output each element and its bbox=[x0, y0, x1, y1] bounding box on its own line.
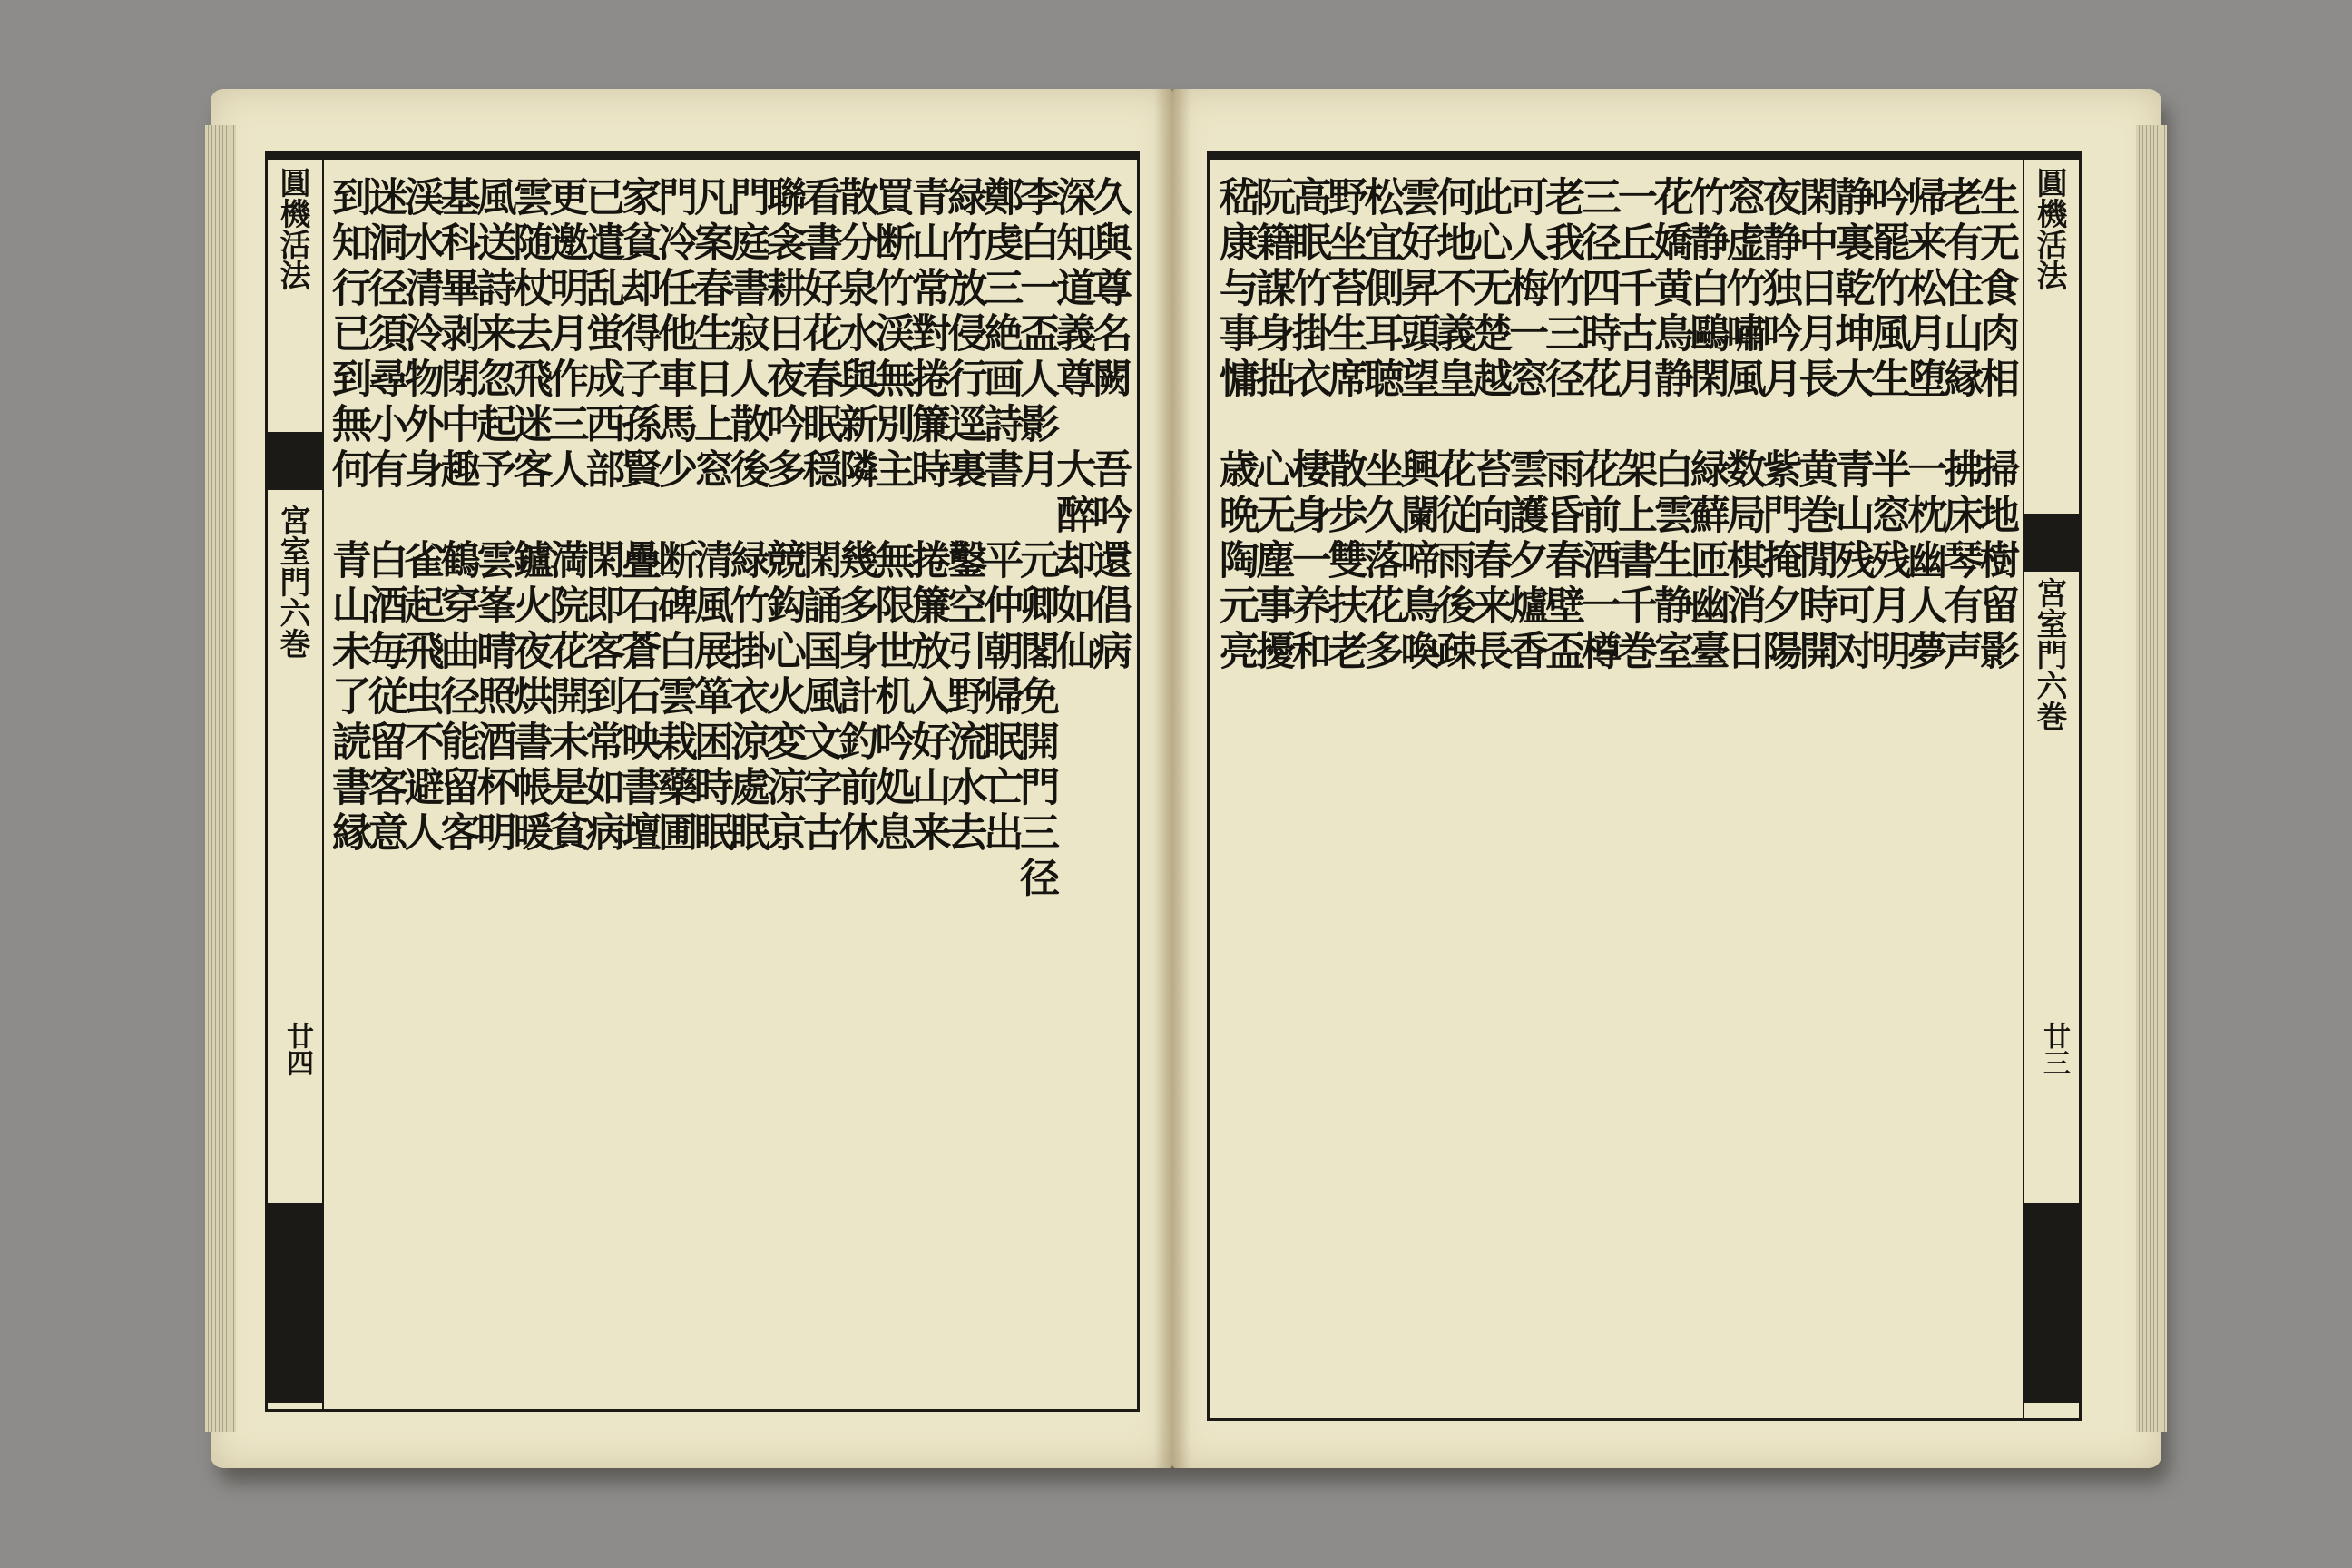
column-text: 阮籍謀身拙 心无塵事擾 bbox=[1248, 176, 1295, 675]
column-text: 吟罷竹風生 半窓残月明 bbox=[1864, 176, 1911, 675]
column-text: 緑竹放侵行逕裏 鑿空引野流水去 bbox=[940, 176, 987, 857]
text-column bbox=[1211, 176, 1259, 1402]
column-text: 老我竹三径 雨昏春壁盃 bbox=[1538, 176, 1585, 675]
text-column bbox=[1538, 176, 1585, 1402]
column-text: 竹静白鷗閑 緑蘚匝幽臺 bbox=[1682, 176, 1730, 675]
column-text: 聯衾耕日夜吟多 競鈎心火変涼京 bbox=[759, 176, 806, 857]
text-column bbox=[1755, 176, 1802, 1402]
column-text: 可人梅一窓 雲護夕爐香 bbox=[1502, 176, 1549, 675]
text-column bbox=[505, 176, 553, 1393]
left-hanshin-subtitle: 宮室門六巻 bbox=[274, 505, 310, 659]
text-column bbox=[1049, 176, 1096, 1393]
text-column bbox=[1610, 176, 1657, 1402]
text-column bbox=[940, 176, 987, 1393]
text-column bbox=[651, 176, 698, 1393]
column-text: 風送詩来忽起予 雲峯晴照酒杯明 bbox=[469, 176, 516, 857]
column-text: 此心无楚越 苔向春来長 bbox=[1465, 176, 1513, 675]
text-column bbox=[722, 176, 769, 1393]
text-column bbox=[614, 176, 662, 1393]
right-folio: 廿三 bbox=[2038, 1022, 2070, 1076]
text-column bbox=[433, 176, 480, 1393]
open-book bbox=[211, 89, 2163, 1477]
column-text: 買断竹渓無別主 無限世机吟処息 bbox=[867, 176, 915, 857]
text-column bbox=[1429, 176, 1476, 1402]
left-hanshin-title: 圓機活法 bbox=[274, 167, 310, 290]
text-column bbox=[867, 176, 915, 1393]
column-text: 閑中日月長 黄巻閒時開 bbox=[1791, 176, 1838, 675]
text-column bbox=[1682, 176, 1730, 1402]
text-column bbox=[360, 176, 407, 1393]
right-fishtail-bottom bbox=[2024, 1203, 2079, 1403]
book-gutter bbox=[1154, 89, 1191, 1468]
text-column bbox=[1084, 176, 1132, 1393]
column-text: 到知行已到無何 青山未了読書縁 bbox=[324, 176, 371, 857]
text-column bbox=[1646, 176, 1693, 1402]
column-text: 深知道義尊 大醉却如仙 bbox=[1049, 176, 1096, 675]
text-column bbox=[1393, 176, 1440, 1402]
text-column bbox=[904, 176, 951, 1393]
column-text: 基科畢剥閉中趣 鶴穿曲径能留客 bbox=[433, 176, 480, 857]
text-column bbox=[686, 176, 733, 1393]
column-text: 青山常對捲簾時 捲簾放入好山来 bbox=[904, 176, 951, 857]
left-folio: 廿四 bbox=[281, 1022, 313, 1076]
text-column bbox=[1284, 176, 1331, 1402]
text-column bbox=[1972, 176, 2019, 1402]
text-column bbox=[759, 176, 806, 1393]
column-text: 散分泉水與新隣 幾多身計釣前休 bbox=[831, 176, 878, 857]
left-fishtail-bottom bbox=[268, 1203, 322, 1403]
column-text: 看書好花春眠穏 閑誦国風文字古 bbox=[795, 176, 842, 857]
right-hanshin-subtitle: 宮室門六巻 bbox=[2031, 577, 2067, 731]
column-text: 何地不義皇 花従雨後疎 bbox=[1429, 176, 1476, 675]
page-edge-stack-left bbox=[205, 125, 236, 1432]
left-fishtail-top bbox=[268, 432, 322, 490]
column-text: 久與尊名闕 吾吟還倡病 bbox=[1084, 176, 1132, 675]
left-page bbox=[211, 89, 1172, 1468]
column-text: 一丘千古月 架上書千巻 bbox=[1610, 176, 1657, 675]
column-text: 帰来松月堕 一枕幽人夢 bbox=[1900, 176, 1947, 675]
column-text: 渓水清泠物外身 雀起飛虫不避人 bbox=[397, 176, 444, 857]
text-column bbox=[1357, 176, 1404, 1402]
text-column bbox=[1013, 176, 1060, 1393]
column-text: 鄭虔三絶画詩書 平仲朝帰眠亡出 bbox=[976, 176, 1024, 857]
column-text: 野坐苔生席 散歩雙扶老 bbox=[1320, 176, 1367, 675]
column-text: 更邀明月作三人 満院花開未是貧 bbox=[542, 176, 589, 857]
column-text: 花嬌黄鳥静 白雲生静室 bbox=[1646, 176, 1693, 675]
text-column bbox=[831, 176, 878, 1393]
text-column bbox=[1465, 176, 1513, 1402]
column-text: 窓虚竹嘯風 数局棋消日 bbox=[1719, 176, 1766, 675]
column-text: 静裏乾坤大 青山残可对 bbox=[1828, 176, 1875, 675]
left-hanshin bbox=[266, 160, 324, 1409]
right-page-frame bbox=[1207, 151, 2082, 1421]
column-text: 松宜側耳聴 坐久落花多 bbox=[1357, 176, 1404, 675]
column-text: 高眠竹掛衣 棲身一养和 bbox=[1284, 176, 1331, 675]
column-text: 生无食肉相 掃地樹留影 bbox=[1972, 176, 2019, 675]
column-text: 家貧却得子孫賢 疊石蒼石映書壇 bbox=[614, 176, 662, 857]
column-text: 夜静独吟月 紫門掩夕陽 bbox=[1755, 176, 1802, 675]
text-column bbox=[1248, 176, 1295, 1402]
left-page-frame bbox=[265, 151, 1140, 1412]
column-text: 門庭書寂人散後 緑竹掛衣涼處眠 bbox=[722, 176, 769, 857]
right-hanshin bbox=[2023, 160, 2081, 1418]
column-text: 凡案春生日上窓 清風展箪困時眠 bbox=[686, 176, 733, 857]
column-text: 嵇康与事慵 歳晩陶元亮 bbox=[1211, 176, 1259, 675]
text-column bbox=[1900, 176, 1947, 1402]
column-text: 門冷任他車馬少 断碑白雲栽藥圃 bbox=[651, 176, 698, 857]
text-column bbox=[1936, 176, 1984, 1402]
column-text: 雲好昇頭望 興闌啼鳥喚 bbox=[1393, 176, 1440, 675]
column-text: 老有住山縁 拂床琴有声 bbox=[1936, 176, 1984, 675]
text-column bbox=[1502, 176, 1549, 1402]
column-text: 雲随杖去飛迷客 鑪火夜烘書帳暖 bbox=[505, 176, 553, 857]
text-column bbox=[976, 176, 1024, 1393]
text-column bbox=[1791, 176, 1838, 1402]
text-column bbox=[469, 176, 516, 1393]
right-hanshin-title: 圓機活法 bbox=[2031, 167, 2067, 290]
text-column bbox=[1864, 176, 1911, 1402]
column-text: 李白一盃人影月 元卿閣免開門三径 bbox=[1013, 176, 1060, 902]
text-column bbox=[1719, 176, 1766, 1402]
text-column bbox=[1573, 176, 1621, 1402]
column-text: 三径四時花 花前酒一樽 bbox=[1573, 176, 1621, 675]
text-column bbox=[542, 176, 589, 1393]
text-column bbox=[795, 176, 842, 1393]
text-column bbox=[1828, 176, 1875, 1402]
text-column bbox=[1320, 176, 1367, 1402]
column-text: 迷洞径須尋小有 白酒毎従留客意 bbox=[360, 176, 407, 857]
column-text: 已遣乱蛍成西部 閑即客到常如病 bbox=[578, 176, 625, 857]
text-column bbox=[397, 176, 444, 1393]
page-edge-stack-right bbox=[2136, 125, 2167, 1432]
text-column bbox=[324, 176, 371, 1393]
right-fishtail-top bbox=[2024, 514, 2079, 572]
text-column bbox=[578, 176, 625, 1393]
